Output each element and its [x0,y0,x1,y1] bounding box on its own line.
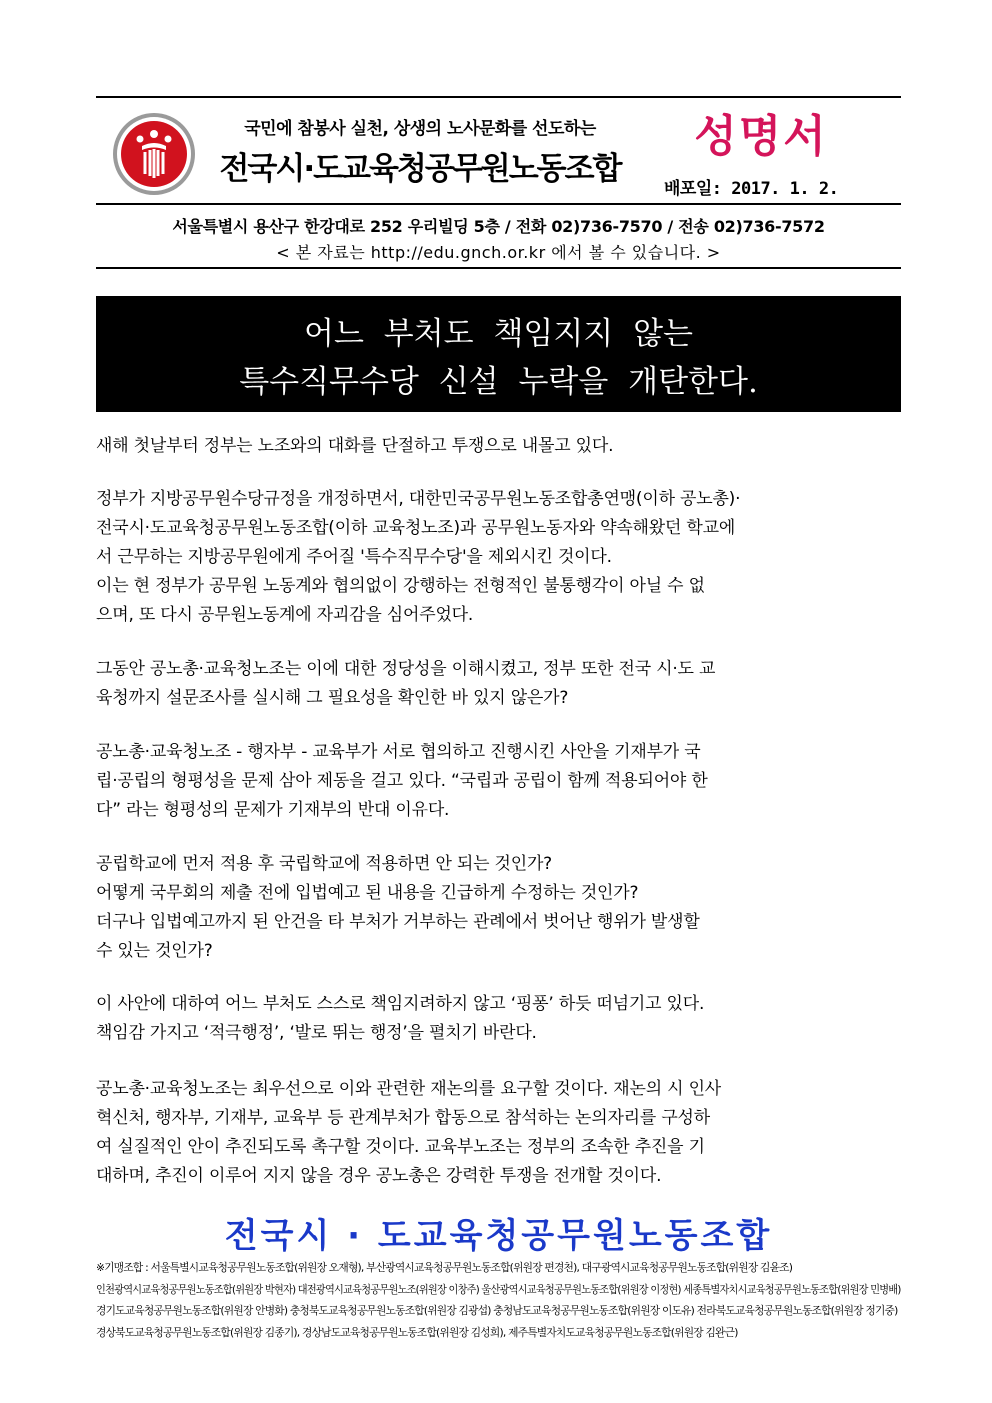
doc-type-title: 성명서 [694,111,828,162]
body-line: 공노총·교육청노조는 최우선으로 이와 관련한 재논의를 요구할 것이다. 재논의 시 인사 [96,1079,722,1099]
body-line: 대하며, 추진이 이루어 지지 않을 경우 공노총은 강력한 투쟁을 전개할 것이다. [96,1166,662,1186]
body-paragraph [96,990,901,1048]
body-line: 새해 첫날부터 정부는 노조와의 대화를 단절하고 투쟁으로 내몰고 있다. [96,436,614,456]
member-line: 경상북도교육청공무원노동조합(위원장 김종기), 경상남도교육청공무원노동조합(위원장 김성희), 제주특별자치도교육청공무원노동조합(위원장 김완근) [96,1325,738,1339]
body-line: 으며, 또 다시 공무원노동계에 자괴감을 심어주었다. [96,605,474,625]
body-line: 수 있는 것인가? [96,941,213,961]
header-rule [96,203,901,205]
body-line: 서 근무하는 지방공무원에게 주어질 '특수직무수당'을 제외시킨 것이다. [96,547,612,567]
member-line: ※기맹조합 : 서울특별시교육청공무원노동조합(위원장 오재형), 부산광역시교육청공무원노동조합(위원장 편경천), 대구광역시교육청공무원노동조합(위원장 김윤조) [96,1261,793,1274]
member-line: 인천광역시교육청공무원노동조합(위원장 박현자) 대전광역시교육청공무원노조(위원장 이창주) 울산광역시교육청공무원노동조합(위원장 이정현) 세종특별자치시교육청공무원노동조합(위원장 민병배) [96,1282,901,1296]
body-line: 다” 라는 형평성의 문제가 기재부의 반대 이유다. [96,800,450,820]
body-line: 립·공립의 형평성을 문제 삼아 제동을 걸고 있다. “국립과 공립이 함께 적용되어야 한 [96,771,708,791]
body-line: 책임감 가지고 ‘적극행정’, ‘발로 뛰는 행정’을 펼치기 바란다. [96,1023,537,1043]
member-line: 경기도교육청공무원노동조합(위원장 안병화) 충청북도교육청공무원노동조합(위원장 김광섭) 충청남도교육청공무원노동조합(위원장 이도유) 전라북도교육청공무원노동조합(위원장 정기중) [96,1304,898,1317]
body-line: 전국시·도교육청공무원노동조합(이하 교육청노조)과 공무원노동자와 약속해왔던 학교에 [96,518,736,538]
body-line: 공노총·교육청노조 - 행자부 - 교육부가 서로 협의하고 진행시킨 사안을 기재부가 국 [96,742,701,762]
body-paragraph [96,1075,901,1191]
distribution-date: 배포일: 2017. 1. 2. [664,179,839,199]
headline-line-2: 특수직무수당 신설 누락을 개탄한다. [239,364,758,400]
headline-box [96,296,901,412]
source-note: < 본 자료는 http://edu.gnch.or.kr 에서 볼 수 있습니다. > [276,243,721,262]
top-rule [96,96,901,98]
body-line: 더구나 입법예고까지 된 안건을 타 부처가 거부하는 관례에서 벗어난 행위가 발생할 [96,912,700,932]
footer-org-name: 전국시 · 도교육청공무원노동조합 [224,1216,773,1256]
union-logo-icon [112,112,196,196]
body-line: 육청까지 설문조사를 실시해 그 필요성을 확인한 바 있지 않은가? [96,688,569,708]
contact-rule [96,267,901,269]
org-name: 전국시·도교육청공무원노동조합 [219,151,621,187]
body-line: 여 실질적인 안이 추진되도록 촉구할 것이다. 교육부노조는 정부의 조속한 추진을 기 [96,1137,705,1157]
body-line: 공립학교에 먼저 적용 후 국립학교에 적용하면 안 되는 것인가? [96,854,553,874]
body-paragraph [96,850,901,966]
body-line: 어떻게 국무회의 제출 전에 입법예고 된 내용을 긴급하게 수정하는 것인가? [96,883,639,903]
body-line: 혁신처, 행자부, 기재부, 교육부 등 관계부처가 합동으로 참석하는 논의자리를 구성하 [96,1108,710,1128]
body-paragraph [96,432,901,461]
headline-line-1: 어느 부처도 책임지지 않는 [304,316,693,352]
member-unions-list [96,1257,906,1343]
body-paragraph [96,738,901,825]
body-paragraph [96,485,901,630]
body-line: 이는 현 정부가 공무원 노동계와 협의없이 강행하는 전형적인 불통행각이 아닐 수 없 [96,576,705,596]
body-line: 이 사안에 대하여 어느 부처도 스스로 책임지려하지 않고 ‘핑퐁’ 하듯 떠넘기고 있다. [96,994,705,1014]
body-paragraph [96,655,901,713]
slogan: 국민에 참봉사 실천, 상생의 노사문화를 선도하는 [244,119,596,139]
contact-address: 서울특별시 용산구 한강대로 252 우리빌딩 5층 / 전화 02)736-7570 / 전송 02)736-7572 [172,217,825,236]
body-line: 그동안 공노총·교육청노조는 이에 대한 정당성을 이해시켰고, 정부 또한 전국 시·도 교 [96,659,716,679]
body-line: 정부가 지방공무원수당규정을 개정하면서, 대한민국공무원노동조합총연맹(이하 공노총)· [96,489,741,509]
